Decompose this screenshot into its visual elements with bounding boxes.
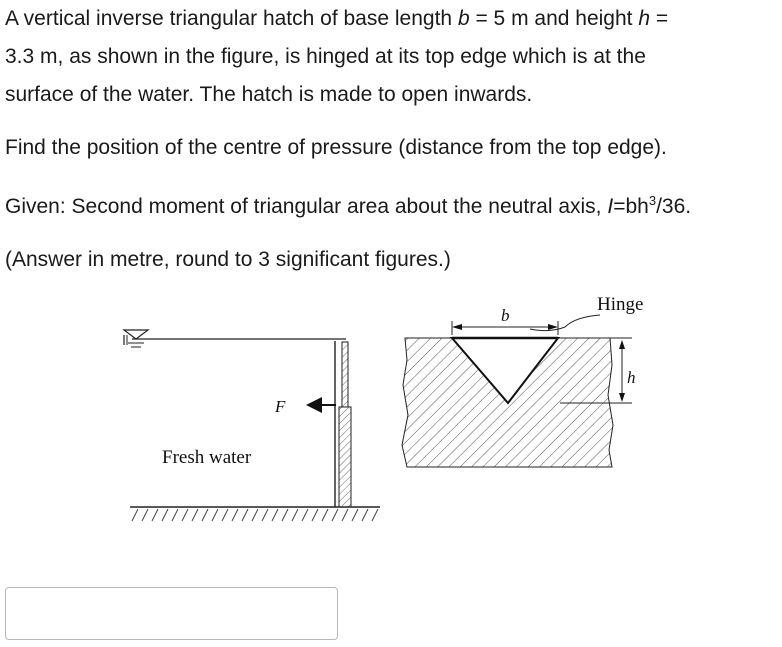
question-eq-h: =: [650, 7, 669, 30]
hatch-figure: [110, 285, 670, 535]
var-b: b: [457, 7, 470, 30]
given-sup: 3: [648, 193, 657, 208]
force-label: F: [275, 397, 286, 416]
instruction-text: (Answer in metre, round to 3 significant figures.): [5, 248, 451, 271]
given-text: [5, 182, 780, 226]
hinge-label: Hinge: [597, 294, 644, 315]
question-paragraph: [5, 0, 780, 114]
vertical-wall: [335, 341, 351, 507]
height-label: h: [627, 368, 636, 387]
given-eq: =bh: [613, 195, 649, 218]
question-eq-b: = 5 m and height: [469, 7, 639, 30]
ground: [130, 507, 380, 521]
find-text: Find the position of the centre of pressure (distance from the top edge).: [5, 136, 667, 159]
question-line2: 3.3 m, as shown in the figure, is hinged at its top edge which is at the: [5, 45, 646, 68]
given-prefix: Given: Second moment of triangular area about the neutral axis,: [5, 195, 608, 218]
answer-input[interactable]: [5, 587, 338, 640]
given-var-i: I: [607, 195, 614, 218]
question-text: [5, 0, 780, 279]
base-label: b: [501, 306, 510, 325]
hinge-leader: [530, 315, 600, 331]
var-h: h: [638, 7, 651, 30]
question-line1-prefix: A vertical inverse triangular hatch of base length: [5, 7, 458, 30]
question-line3: surface of the water. The hatch is made to open inwards.: [5, 83, 533, 106]
given-tail: /36.: [656, 195, 692, 218]
fresh-water-label: Fresh water: [162, 447, 252, 468]
